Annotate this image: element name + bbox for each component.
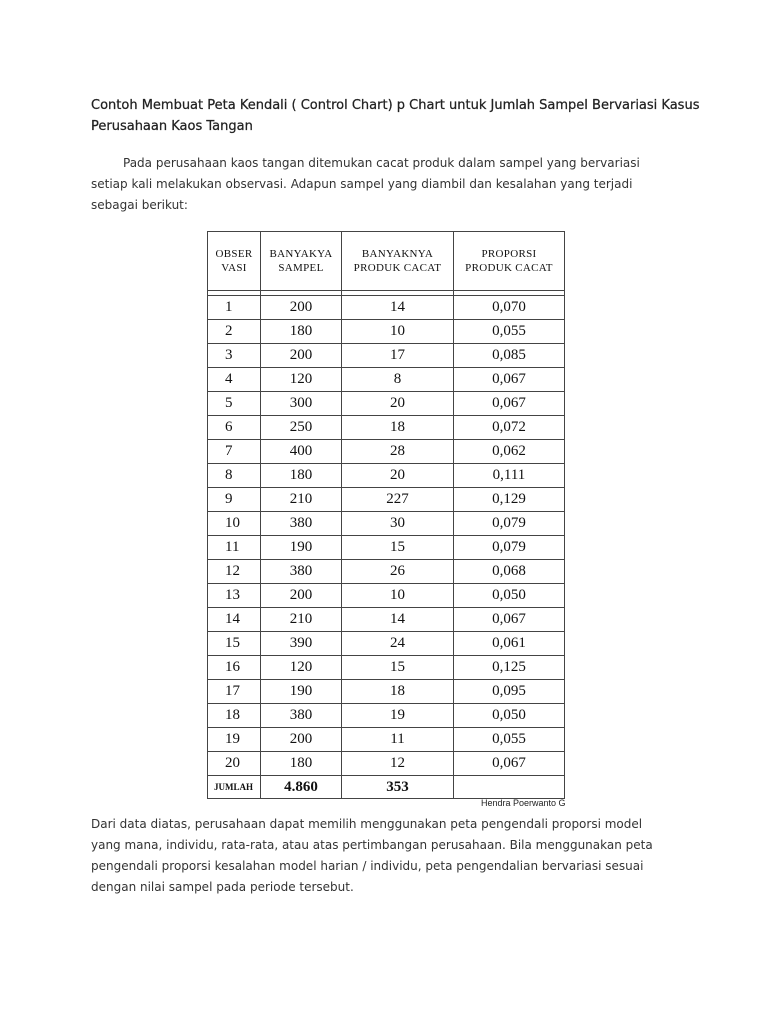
cell-produk-cacat: 26 <box>342 560 454 584</box>
data-table-container <box>207 231 565 799</box>
table-row <box>208 632 565 656</box>
cell-proporsi: 0,067 <box>454 752 565 776</box>
cell-sampel: 180 <box>261 320 342 344</box>
cell-produk-cacat: 14 <box>342 296 454 320</box>
cell-proporsi: 0,072 <box>454 416 565 440</box>
cell-proporsi: 0,062 <box>454 440 565 464</box>
cell-observasi: 1 <box>208 296 261 320</box>
header-text: OBSER <box>215 248 253 260</box>
cell-produk-cacat: 17 <box>342 344 454 368</box>
cell-proporsi: 0,067 <box>454 608 565 632</box>
header-text: BANYAKYA <box>269 248 333 260</box>
table-row <box>208 680 565 704</box>
cell-observasi: 9 <box>208 488 261 512</box>
cell-produk-cacat: 19 <box>342 704 454 728</box>
cell-observasi: 16 <box>208 656 261 680</box>
cell-proporsi: 0,050 <box>454 704 565 728</box>
intro-line-3: sebagai berikut: <box>91 198 188 212</box>
cell-proporsi: 0,111 <box>454 464 565 488</box>
table-row <box>208 536 565 560</box>
cell-observasi: 4 <box>208 368 261 392</box>
header-observasi <box>208 232 261 291</box>
document-title <box>91 95 700 137</box>
cell-sampel: 190 <box>261 680 342 704</box>
table-row <box>208 464 565 488</box>
cell-observasi: 15 <box>208 632 261 656</box>
table-body <box>208 291 565 776</box>
title-line-2: Perusahaan Kaos Tangan <box>91 119 253 134</box>
table-row <box>208 416 565 440</box>
cell-produk-cacat: 14 <box>342 608 454 632</box>
table-row <box>208 752 565 776</box>
total-empty-cell <box>454 776 565 799</box>
cell-observasi: 8 <box>208 464 261 488</box>
cell-sampel: 300 <box>261 392 342 416</box>
cell-observasi: 10 <box>208 512 261 536</box>
cell-sampel: 210 <box>261 488 342 512</box>
header-text: SAMPEL <box>278 262 324 274</box>
cell-observasi: 13 <box>208 584 261 608</box>
table-row <box>208 440 565 464</box>
cell-sampel: 190 <box>261 536 342 560</box>
cell-sampel: 250 <box>261 416 342 440</box>
cell-sampel: 120 <box>261 368 342 392</box>
header-text: VASI <box>221 262 247 274</box>
cell-proporsi: 0,085 <box>454 344 565 368</box>
cell-proporsi: 0,050 <box>454 584 565 608</box>
cell-sampel: 380 <box>261 704 342 728</box>
closing-paragraph <box>91 814 691 898</box>
header-sampel <box>261 232 342 291</box>
cell-proporsi: 0,129 <box>454 488 565 512</box>
cell-produk-cacat: 15 <box>342 656 454 680</box>
header-produk-cacat <box>342 232 454 291</box>
intro-paragraph <box>91 153 691 216</box>
cell-proporsi: 0,067 <box>454 368 565 392</box>
cell-observasi: 7 <box>208 440 261 464</box>
table-row <box>208 392 565 416</box>
cell-sampel: 200 <box>261 296 342 320</box>
cell-sampel: 200 <box>261 728 342 752</box>
closing-line-1: Dari data diatas, perusahaan dapat memilih menggunakan peta pengendali proporsi model <box>91 817 643 831</box>
cell-produk-cacat: 8 <box>342 368 454 392</box>
cell-sampel: 180 <box>261 752 342 776</box>
cell-produk-cacat: 10 <box>342 584 454 608</box>
cell-sampel: 200 <box>261 584 342 608</box>
cell-proporsi: 0,070 <box>454 296 565 320</box>
cell-proporsi: 0,067 <box>454 392 565 416</box>
table-row <box>208 608 565 632</box>
cell-observasi: 17 <box>208 680 261 704</box>
header-text: PROPORSI <box>481 248 537 260</box>
header-text: BANYAKNYA <box>361 248 434 260</box>
cell-observasi: 18 <box>208 704 261 728</box>
cell-observasi: 6 <box>208 416 261 440</box>
table-row <box>208 320 565 344</box>
cell-sampel: 380 <box>261 560 342 584</box>
cell-produk-cacat: 18 <box>342 416 454 440</box>
closing-line-4: dengan nilai sampel pada periode tersebut. <box>91 880 354 894</box>
cell-produk-cacat: 227 <box>342 488 454 512</box>
cell-produk-cacat: 28 <box>342 440 454 464</box>
cell-observasi: 19 <box>208 728 261 752</box>
cell-produk-cacat: 20 <box>342 392 454 416</box>
cell-produk-cacat: 15 <box>342 536 454 560</box>
table-header-row <box>208 232 565 291</box>
cell-proporsi: 0,095 <box>454 680 565 704</box>
cell-observasi: 5 <box>208 392 261 416</box>
cell-proporsi: 0,068 <box>454 560 565 584</box>
cell-produk-cacat: 10 <box>342 320 454 344</box>
cell-sampel: 210 <box>261 608 342 632</box>
cell-produk-cacat: 11 <box>342 728 454 752</box>
cell-sampel: 390 <box>261 632 342 656</box>
cell-sampel: 380 <box>261 512 342 536</box>
closing-line-3: pengendali proporsi kesalahan model harian / individu, peta pengendalian bervariasi sesuai <box>91 859 644 873</box>
cell-observasi: 14 <box>208 608 261 632</box>
image-credit: Hendra Poerwanto G <box>481 798 566 808</box>
intro-line-1: Pada perusahaan kaos tangan ditemukan cacat produk dalam sampel yang bervariasi <box>123 156 640 170</box>
table-row <box>208 656 565 680</box>
closing-line-2: yang mana, individu, rata-rata, atau atas pertimbangan perusahaan. Bila menggunakan peta <box>91 838 653 852</box>
table-row <box>208 560 565 584</box>
table-total-row <box>208 776 565 799</box>
cell-produk-cacat: 20 <box>342 464 454 488</box>
cell-produk-cacat: 30 <box>342 512 454 536</box>
cell-proporsi: 0,079 <box>454 512 565 536</box>
cell-sampel: 200 <box>261 344 342 368</box>
cell-sampel: 180 <box>261 464 342 488</box>
table-row <box>208 344 565 368</box>
cell-observasi: 12 <box>208 560 261 584</box>
cell-proporsi: 0,079 <box>454 536 565 560</box>
cell-observasi: 20 <box>208 752 261 776</box>
cell-produk-cacat: 18 <box>342 680 454 704</box>
cell-sampel: 400 <box>261 440 342 464</box>
total-label: JUMLAH <box>208 776 261 799</box>
table-row <box>208 704 565 728</box>
header-proporsi <box>454 232 565 291</box>
cell-proporsi: 0,061 <box>454 632 565 656</box>
table-row <box>208 728 565 752</box>
title-line-1: Contoh Membuat Peta Kendali ( Control Chart) p Chart untuk Jumlah Sampel Bervariasi Kasus <box>91 98 700 113</box>
table-row <box>208 584 565 608</box>
cell-sampel: 120 <box>261 656 342 680</box>
defect-data-table <box>207 231 565 799</box>
total-sample: 4.860 <box>261 776 342 799</box>
cell-observasi: 2 <box>208 320 261 344</box>
table-row <box>208 512 565 536</box>
cell-produk-cacat: 12 <box>342 752 454 776</box>
header-text: PRODUK CACAT <box>465 262 553 274</box>
intro-line-2: setiap kali melakukan observasi. Adapun sampel yang diambil dan kesalahan yang terjadi <box>91 177 633 191</box>
table-row <box>208 368 565 392</box>
cell-observasi: 11 <box>208 536 261 560</box>
cell-proporsi: 0,125 <box>454 656 565 680</box>
cell-observasi: 3 <box>208 344 261 368</box>
cell-produk-cacat: 24 <box>342 632 454 656</box>
cell-proporsi: 0,055 <box>454 728 565 752</box>
cell-proporsi: 0,055 <box>454 320 565 344</box>
total-defects: 353 <box>342 776 454 799</box>
table-row <box>208 488 565 512</box>
header-text: PRODUK CACAT <box>353 262 442 274</box>
table-row <box>208 296 565 320</box>
